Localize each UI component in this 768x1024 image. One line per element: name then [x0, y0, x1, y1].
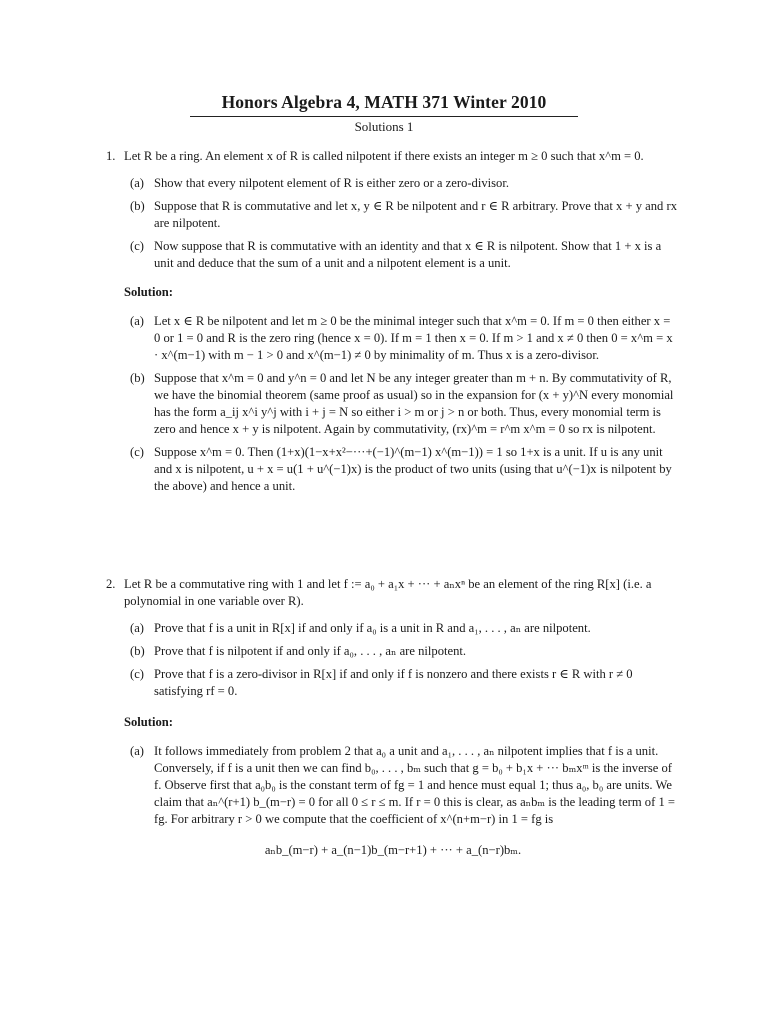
problem-2-solution-parts [108, 743, 678, 828]
problem-1-solution-parts [108, 313, 678, 495]
part-text: Suppose that x^m = 0 and y^n = 0 and let N be any integer greater than m + n. By commutativity of R, we have the binomial theorem (same proof as usual) so in the expansion for (x + y)^N every monomial has the form a_ij x^i y^j with i + j = N so either i > m or j > n or both. Thus, every monomial term is zero and hence x + y is nilpotent. Again by commutativity, (rx)^m = r^m x^m = 0 so rx is nilpotent. [154, 371, 674, 436]
problem-part [108, 175, 678, 192]
part-text: Prove that f is a zero-divisor in R[x] if and only if f is nonzero and there exists r ∈ R with r ≠ 0 satisfying rf = 0. [154, 667, 633, 698]
problem-statement: Let R be a ring. An element x of R is called nilpotent if there exists an integer m ≥ 0 such that x^m = 0. [124, 149, 644, 163]
solution-heading: Solution: [124, 715, 173, 729]
part-text: Suppose that R is commutative and let x, y ∈ R be nilpotent and r ∈ R arbitrary. Prove that x + y and rx are nilpotent. [154, 199, 677, 230]
problem-1 [108, 148, 678, 495]
problem-number: 1. [106, 149, 116, 163]
part-label: (c) [130, 445, 144, 459]
part-label: (c) [130, 239, 144, 253]
problem-2 [108, 576, 678, 859]
problem-part [108, 666, 678, 700]
part-label: (a) [130, 176, 144, 190]
part-text: It follows immediately from problem 2 that a₀ a unit and a₁, . . . , aₙ nilpotent implies that f is a unit. Conversely, if f is a unit then we can find b₀, . . . , bₘ such that g = b₀ + b₁x + ··· bₘxᵐ is the inverse of f. Observe first that a₀b₀ is the constant term of fg = 1 and hence must equal 1; thus a₀, b₀ are units. We claim that aₙ^(r+1) b_(m−r) = 0 for all 0 ≤ r ≤ m. If r = 0 this is clear, as aₙbₘ is the leading term of 1 = fg. For arbitrary r > 0 we compute that the coefficient of x^(n+m−r) in 1 = fg is [154, 744, 675, 826]
document-subtitle: Solutions 1 [354, 119, 414, 134]
part-label: (b) [130, 371, 145, 385]
document-title: Honors Algebra 4, MATH 371 Winter 2010 [221, 92, 547, 112]
part-label: (a) [130, 314, 144, 328]
problem-part [108, 643, 678, 660]
problem-part [108, 198, 678, 232]
part-text: Let x ∈ R be nilpotent and let m ≥ 0 be the minimal integer such that x^m = 0. If m = 0 then either x = 0 or 1 = 0 and R is the zero ring (hence x = 0). If m = 1 then x = 0. If m > 1 and x ≠ 0 then 0 = x^m = x · x^(m−1) with m − 1 > 0 and x^(m−1) ≠ 0 by minimality of m. Thus x is a zero-divisor. [154, 314, 673, 362]
part-label: (b) [130, 199, 145, 213]
part-text: Prove that f is nilpotent if and only if a₀, . . . , aₙ are nilpotent. [154, 644, 467, 658]
problem-part [108, 620, 678, 637]
part-label: (a) [130, 744, 144, 758]
part-text: Show that every nilpotent element of R is either zero or a zero-divisor. [154, 176, 509, 190]
document-header [0, 92, 768, 135]
part-label: (c) [130, 667, 144, 681]
solution-part [108, 370, 678, 438]
problem-statement: Let R be a commutative ring with 1 and let f := a₀ + a₁x + ··· + aₙxⁿ be an element of the ring R[x] (i.e. a polynomial in one variable over R). [124, 577, 652, 608]
solution-part [108, 313, 678, 364]
problem-number: 2. [106, 577, 116, 591]
problem-1-parts [108, 175, 678, 272]
display-equation: aₙb_(m−r) + a_(n−1)b_(m−r+1) + ··· + a_(n−r)bₘ. [264, 843, 522, 857]
problem-part [108, 238, 678, 272]
part-text: Suppose x^m = 0. Then (1+x)(1−x+x²−···+(−1)^(m−1) x^(m−1)) = 1 so 1+x is a unit. If u is any unit and x is nilpotent, u + x = u(1 + u^(−1)x) is the product of two units (using that u^(−1)x is nilpotent by the above) and hence a unit. [154, 445, 672, 493]
solution-part [108, 743, 678, 828]
part-text: Prove that f is a unit in R[x] if and only if a₀ is a unit in R and a₁, . . . , aₙ are nilpotent. [154, 621, 591, 635]
solution-part [108, 444, 678, 495]
problem-2-parts [108, 620, 678, 700]
part-label: (b) [130, 644, 145, 658]
solution-heading: Solution: [124, 285, 173, 299]
part-label: (a) [130, 621, 144, 635]
title-rule [190, 116, 578, 117]
part-text: Now suppose that R is commutative with an identity and that x ∈ R is nilpotent. Show that 1 + x is a unit and deduce that the sum of a unit and a nilpotent element is a unit. [154, 239, 662, 270]
